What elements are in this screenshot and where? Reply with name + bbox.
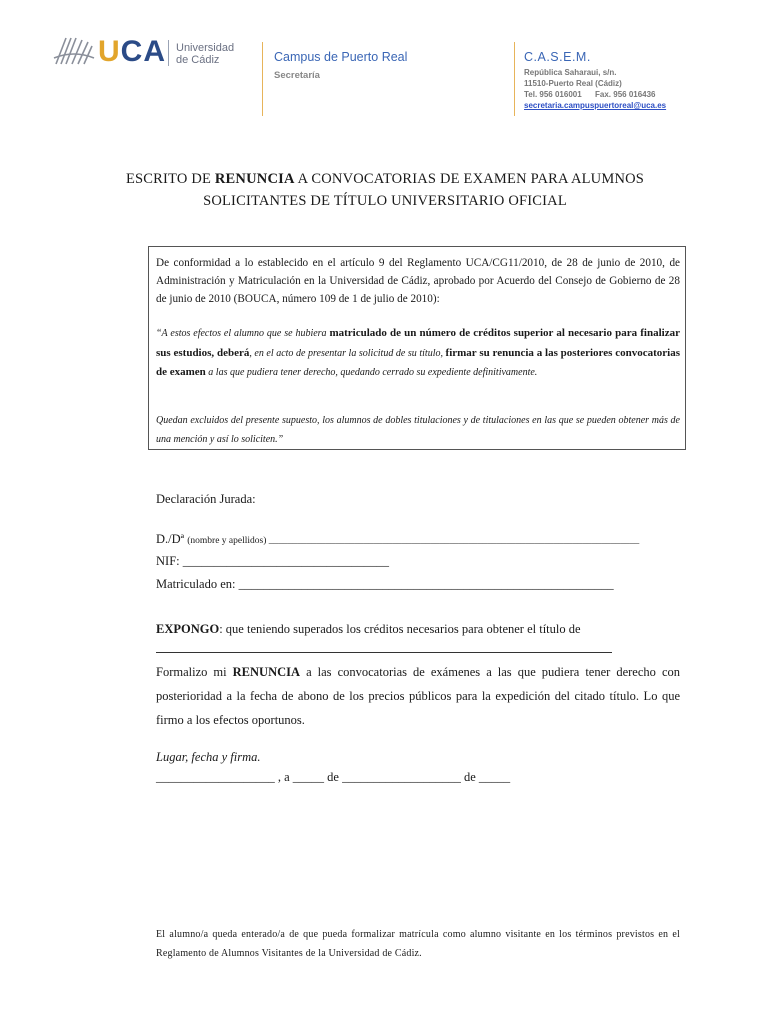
address-city: 11510-Puerto Real (Cádiz) bbox=[524, 79, 622, 88]
uca-emblem-icon bbox=[52, 34, 96, 68]
p2-part-b: matriculado de un número de créditos superior al necesario para finalizar sus estudios, deberá bbox=[156, 327, 680, 359]
header-divider-1 bbox=[262, 42, 263, 116]
legal-paragraph-1: De conformidad a lo establecido en el artículo 9 del Reglamento UCA/CG11/2010, de 28 de junio de 2010, de Administración y Matriculación en la Universidad de Cádiz, aprobado por Acuerdo del Consejo de Gobierno de 28 de junio de 2010 (BOUCA, número 109 de 1 de julio de 2010): bbox=[156, 257, 680, 305]
formalizo-bold: RENUNCIA bbox=[232, 665, 301, 679]
p2-part-c: , en el acto de presentar la solicitud de su título, bbox=[249, 347, 446, 359]
p2-part-d: firmar su renuncia a las posteriores convocatorias de examen bbox=[156, 346, 680, 378]
formalizo-paragraph bbox=[156, 660, 680, 732]
nif-blank[interactable]: _________________________________ bbox=[179, 554, 389, 568]
declaracion-heading: Declaración Jurada: bbox=[156, 492, 256, 506]
name-hint: (nombre y apellidos) bbox=[187, 536, 267, 546]
logo-divider bbox=[168, 40, 169, 66]
titulo-blank-line[interactable] bbox=[156, 652, 612, 653]
legal-paragraph-2 bbox=[156, 324, 680, 383]
document-title bbox=[60, 168, 710, 212]
nif-field[interactable] bbox=[156, 554, 389, 569]
formalizo-post: a las convocatorias de exámenes a las que pudiera tener derecho con posterioridad a la fecha de abono de los precios públicos para la expedición del citado título. Lo que firmo a los efectos oportunos. bbox=[156, 665, 680, 727]
email-link[interactable]: secretaria.campuspuertoreal@uca.es bbox=[524, 101, 667, 110]
fecha-blank-line[interactable]: ___________________ , a _____ de ___________________ de _____ bbox=[156, 770, 511, 784]
name-blank[interactable]: ______________________________________________________________________________ bbox=[266, 536, 640, 546]
p2-part-e: a las que pudiera tener derecho, quedando cerrado su expediente definitivamente. bbox=[205, 367, 538, 378]
logo-univ-line2: de Cádiz bbox=[176, 54, 220, 66]
address-phone: Tel. 956 016001 Fax. 956 016436 bbox=[524, 90, 656, 99]
address-street: República Saharaui, s/n. bbox=[524, 68, 617, 77]
name-field[interactable] bbox=[156, 532, 639, 547]
title-line-2: SOLICITANTES DE TÍTULO UNIVERSITARIO OFICIAL bbox=[203, 193, 567, 209]
expongo-paragraph bbox=[156, 618, 680, 640]
name-label: D./Dª bbox=[156, 532, 185, 546]
logo-university-name bbox=[176, 42, 234, 66]
title-line-1 bbox=[60, 168, 710, 190]
secretaria-label: Secretaría bbox=[274, 70, 320, 81]
p2-part-a: “A estos efectos el alumno que se hubiera bbox=[156, 328, 330, 339]
uca-logo: UCA bbox=[98, 35, 167, 68]
matriculado-blank[interactable]: ____________________________________________________________ bbox=[235, 577, 614, 591]
title-bold: RENUNCIA bbox=[214, 171, 295, 187]
logo-ca-letters: CA bbox=[120, 35, 167, 68]
formalizo-pre: Formalizo mi bbox=[156, 665, 233, 679]
nif-label: NIF: bbox=[156, 554, 180, 568]
matriculado-field[interactable] bbox=[156, 577, 614, 592]
expongo-label: EXPONGO bbox=[156, 622, 220, 636]
lugar-fecha-firma-label: Lugar, fecha y firma. bbox=[156, 750, 261, 764]
header-divider-2 bbox=[514, 42, 515, 116]
footer-note: El alumno/a queda enterado/a de que pueda formalizar matrícula como alumno visitante en los términos previstos en el Reglamento de Alumnos Visitantes de la Universidad de Cádiz. bbox=[156, 929, 680, 959]
logo-univ-line1: Universidad bbox=[176, 42, 235, 54]
expongo-text: : que teniendo superados los créditos necesarios para obtener el título de bbox=[219, 622, 581, 636]
legal-paragraph-3: Quedan excluidos del presente supuesto, los alumnos de dobles titulaciones y de titulaciones en las que se pueden obtener más de una mención y así lo soliciten.” bbox=[156, 415, 680, 445]
campus-name: Campus de Puerto Real bbox=[274, 50, 408, 64]
title-post: A CONVOCATORIAS DE EXAMEN PARA ALUMNOS bbox=[294, 171, 645, 187]
title-pre: ESCRITO DE bbox=[125, 171, 215, 187]
casem-name: C.A.S.E.M. bbox=[524, 50, 591, 64]
matriculado-label: Matriculado en: bbox=[156, 577, 236, 591]
